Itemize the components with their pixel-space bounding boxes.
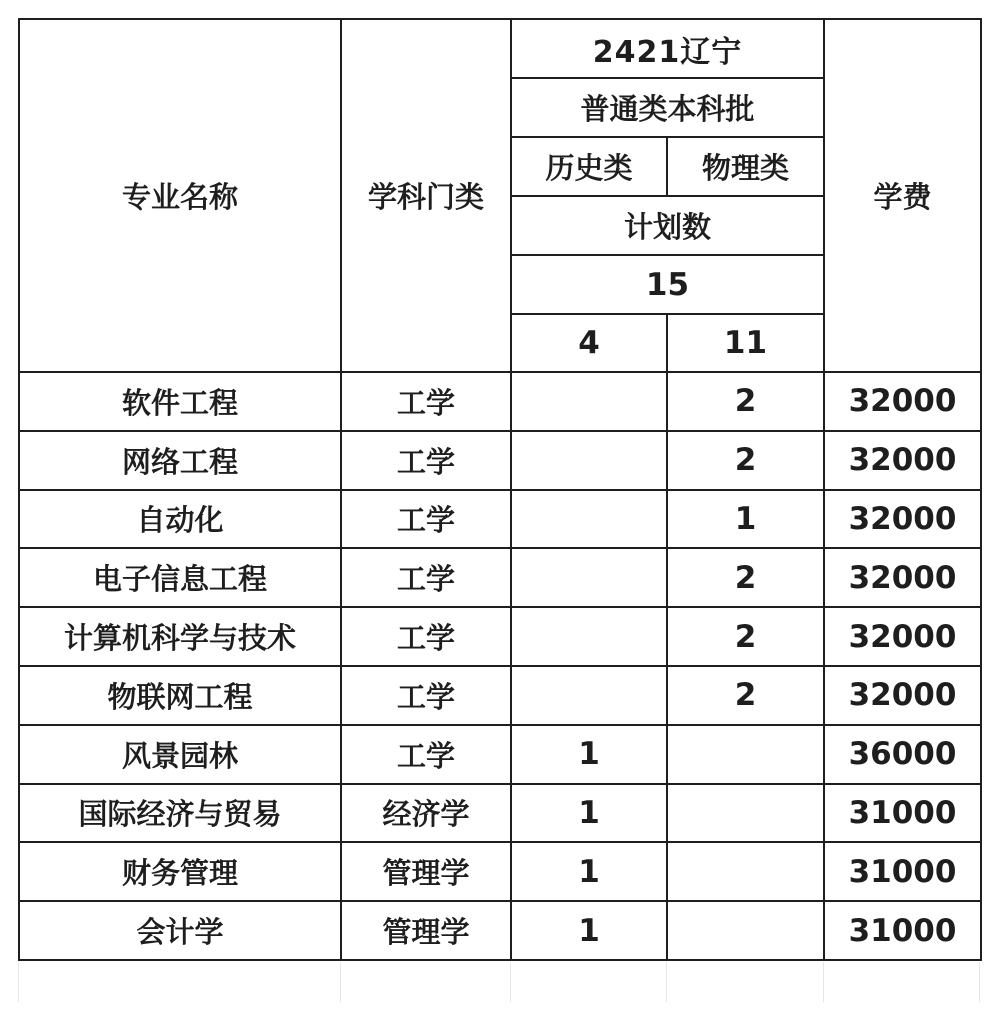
header-row-region bbox=[19, 19, 981, 78]
major-cell: 软件工程 bbox=[19, 372, 341, 431]
category-cell: 工学 bbox=[341, 431, 511, 490]
history-count-cell bbox=[511, 548, 667, 607]
major-cell: 网络工程 bbox=[19, 431, 341, 490]
history-count-cell: 1 bbox=[511, 784, 667, 843]
header-tuition: 学费 bbox=[824, 19, 981, 372]
physics-count-cell: 2 bbox=[667, 431, 824, 490]
major-cell: 物联网工程 bbox=[19, 666, 341, 725]
physics-count-cell: 2 bbox=[667, 666, 824, 725]
category-cell: 管理学 bbox=[341, 842, 511, 901]
table-row bbox=[19, 725, 981, 784]
history-count-cell: 1 bbox=[511, 842, 667, 901]
fee-cell: 32000 bbox=[824, 490, 981, 549]
major-cell: 电子信息工程 bbox=[19, 548, 341, 607]
table-row bbox=[19, 842, 981, 901]
category-cell: 工学 bbox=[341, 490, 511, 549]
faded-gridline bbox=[18, 962, 19, 1002]
fee-cell: 32000 bbox=[824, 372, 981, 431]
header-region: 2421辽宁 bbox=[511, 19, 824, 78]
major-cell: 会计学 bbox=[19, 901, 341, 960]
category-cell: 工学 bbox=[341, 666, 511, 725]
fee-cell: 32000 bbox=[824, 666, 981, 725]
physics-count-cell: 2 bbox=[667, 372, 824, 431]
history-count-cell bbox=[511, 607, 667, 666]
physics-count-cell bbox=[667, 725, 824, 784]
header-history: 历史类 bbox=[511, 137, 667, 196]
table-row bbox=[19, 666, 981, 725]
physics-count-cell: 2 bbox=[667, 607, 824, 666]
category-cell: 工学 bbox=[341, 607, 511, 666]
fee-cell: 32000 bbox=[824, 548, 981, 607]
category-cell: 工学 bbox=[341, 725, 511, 784]
history-count-cell bbox=[511, 490, 667, 549]
major-cell: 财务管理 bbox=[19, 842, 341, 901]
table-row bbox=[19, 607, 981, 666]
physics-count-cell: 2 bbox=[667, 548, 824, 607]
header-plan-label: 计划数 bbox=[511, 196, 824, 255]
fee-cell: 32000 bbox=[824, 431, 981, 490]
header-discipline: 学科门类 bbox=[341, 19, 511, 372]
fee-cell: 31000 bbox=[824, 842, 981, 901]
major-cell: 计算机科学与技术 bbox=[19, 607, 341, 666]
faded-gridline bbox=[510, 962, 511, 1002]
history-count-cell bbox=[511, 372, 667, 431]
header-major-name: 专业名称 bbox=[19, 19, 341, 372]
table-row bbox=[19, 901, 981, 960]
history-count-cell bbox=[511, 666, 667, 725]
category-cell: 经济学 bbox=[341, 784, 511, 843]
fee-cell: 32000 bbox=[824, 607, 981, 666]
major-cell: 自动化 bbox=[19, 490, 341, 549]
faded-grid-continuation bbox=[18, 962, 980, 1002]
header-physics: 物理类 bbox=[667, 137, 824, 196]
fee-cell: 36000 bbox=[824, 725, 981, 784]
fee-cell: 31000 bbox=[824, 784, 981, 843]
physics-count-cell bbox=[667, 901, 824, 960]
physics-count-cell: 1 bbox=[667, 490, 824, 549]
history-count-cell bbox=[511, 431, 667, 490]
table-row bbox=[19, 372, 981, 431]
table-row bbox=[19, 490, 981, 549]
header-history-total: 4 bbox=[511, 314, 667, 372]
faded-gridline bbox=[823, 962, 824, 1002]
header-batch: 普通类本科批 bbox=[511, 78, 824, 137]
physics-count-cell bbox=[667, 842, 824, 901]
faded-gridline bbox=[340, 962, 341, 1002]
history-count-cell: 1 bbox=[511, 725, 667, 784]
table-row bbox=[19, 784, 981, 843]
header-physics-total: 11 bbox=[667, 314, 824, 372]
faded-gridline bbox=[979, 962, 980, 1002]
faded-gridline bbox=[666, 962, 667, 1002]
table-row bbox=[19, 431, 981, 490]
category-cell: 工学 bbox=[341, 548, 511, 607]
category-cell: 工学 bbox=[341, 372, 511, 431]
fee-cell: 31000 bbox=[824, 901, 981, 960]
physics-count-cell bbox=[667, 784, 824, 843]
major-cell: 风景园林 bbox=[19, 725, 341, 784]
history-count-cell: 1 bbox=[511, 901, 667, 960]
major-cell: 国际经济与贸易 bbox=[19, 784, 341, 843]
enrollment-plan-table bbox=[18, 18, 982, 961]
header-plan-total: 15 bbox=[511, 255, 824, 314]
table-row bbox=[19, 548, 981, 607]
enrollment-table-frame bbox=[18, 18, 982, 961]
category-cell: 管理学 bbox=[341, 901, 511, 960]
